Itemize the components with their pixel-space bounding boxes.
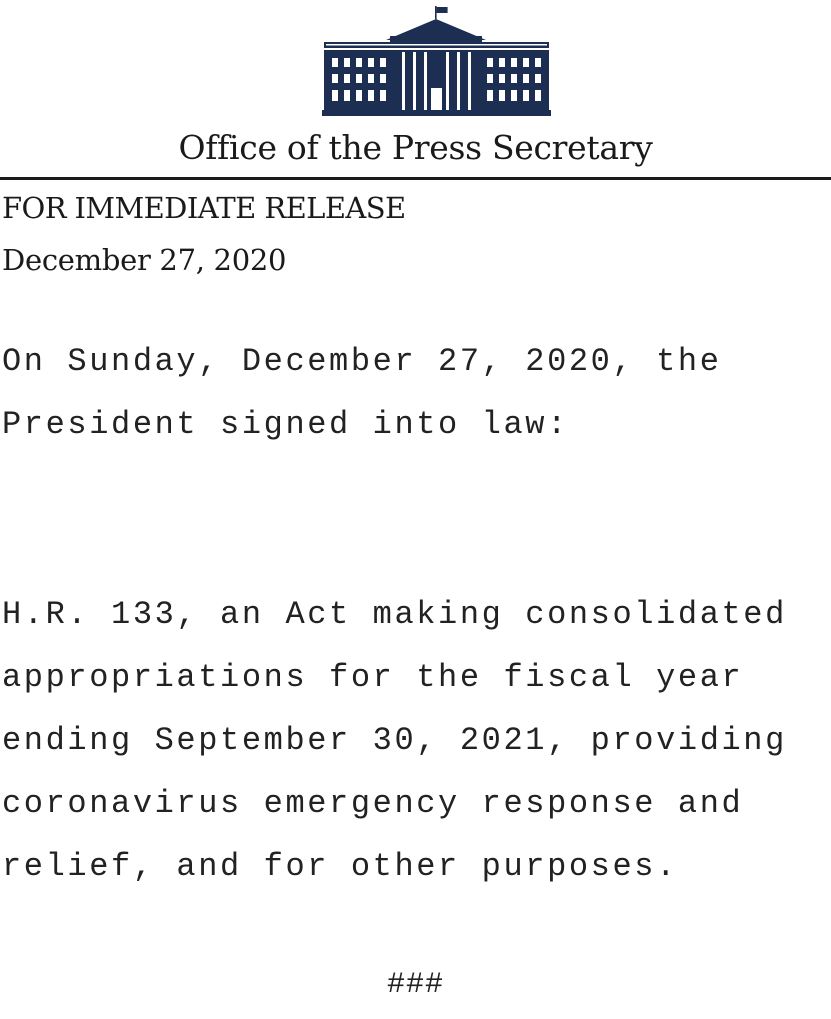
act-paragraph (2, 583, 787, 898)
text-line: ending September 30, 2021, providing (2, 722, 787, 759)
white-house-icon (322, 6, 551, 116)
text-line: President signed into law: (2, 406, 569, 443)
release-label: FOR IMMEDIATE RELEASE (2, 191, 406, 225)
end-mark: ### (386, 968, 444, 1002)
text-line: H.R. 133, an Act making consolidated (2, 596, 787, 633)
release-date: December 27, 2020 (2, 243, 287, 277)
office-title: Office of the Press Secretary (178, 128, 653, 167)
text-line: appropriations for the fiscal year (2, 659, 744, 696)
text-line: On Sunday, December 27, 2020, the (2, 343, 722, 380)
intro-paragraph (2, 330, 722, 456)
text-line: relief, and for other purposes. (2, 848, 678, 885)
header-divider (0, 177, 831, 180)
text-line: coronavirus emergency response and (2, 785, 744, 822)
